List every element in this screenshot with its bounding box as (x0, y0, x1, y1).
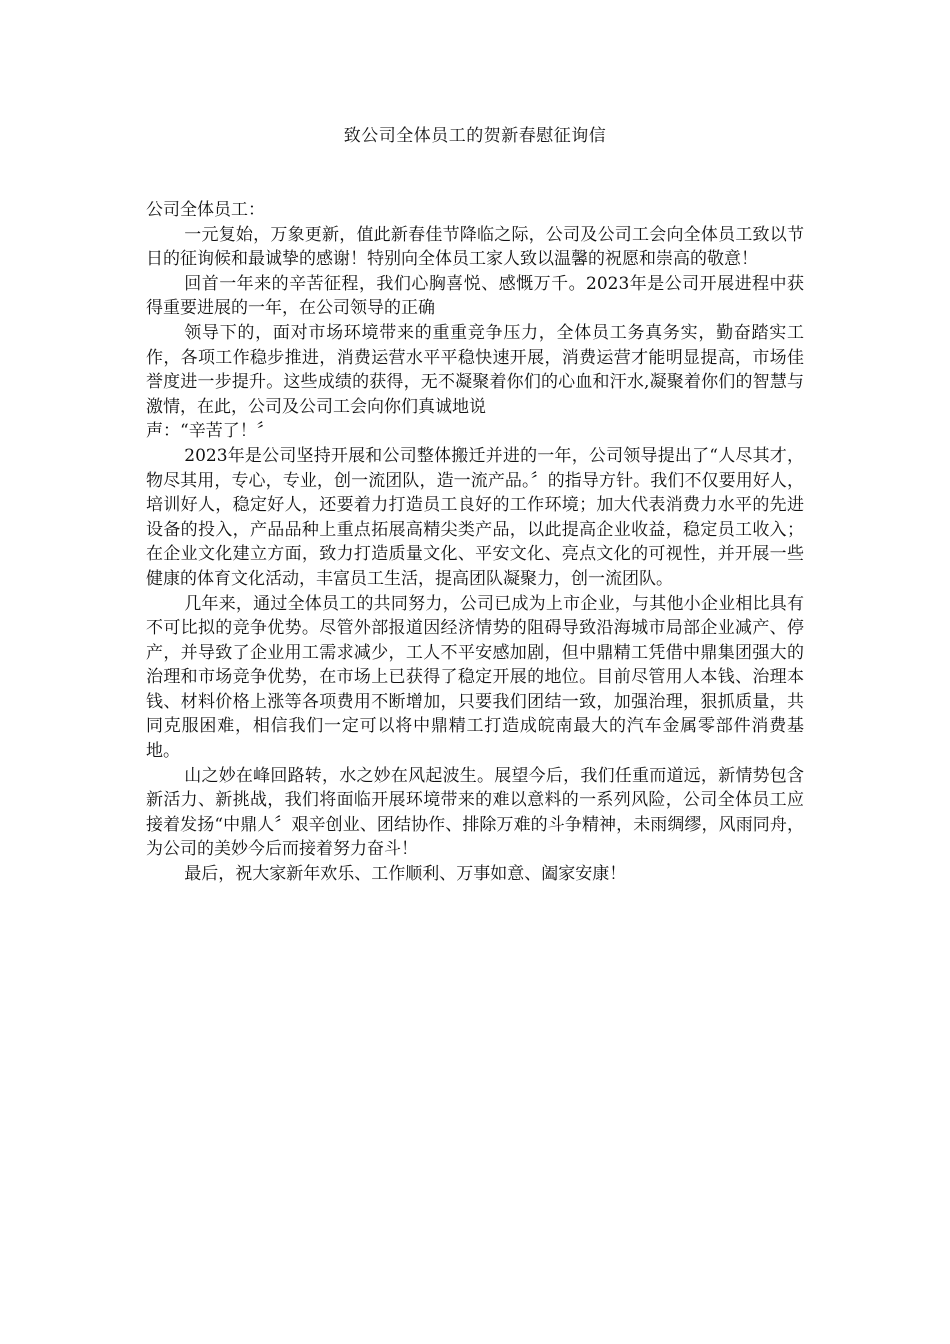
page-title: 致公司全体员工的贺新春慰征询信 (343, 126, 607, 146)
letter-body (146, 198, 804, 887)
paragraph-achievements: 领导下的，面对市场环境带来的重重竞争压力，全体员工务真务实，勤奋踏实工作，各项工作稳步推进，消费运营水平平稳快速开展，消费运营才能明显提高，市场佳誉度进一步提升。这些成绩的获得，无不凝聚着你们的心血和汗水,凝聚着你们的智慧与激情，在此，公司及公司工会向你们真诚地说 (146, 322, 804, 417)
paragraph-closing: 最后，祝大家新年欢乐、工作顺利、万事如意、阖家安康！ (184, 864, 627, 885)
paragraph-outlook: 山之妙在峰回路转，水之妙在风起波生。展望今后，我们任重而道远，新情势包含新活力、新挑战，我们将面临开展环境带来的难以意料的一系列风险，公司全体员工应接着发扬“中鼎人〞艰辛创业、团结协作、排除万难的斗争精神，未雨绸缪，风雨同舟，为公司的美妙今后而接着努力奋斗！ (146, 765, 804, 860)
paragraph-advantages: 几年来，通过全体员工的共同努力，公司已成为上市企业，与其他小企业相比具有不可比拟的竞争优势。尽管外部报道因经济情势的阻碍导致沿海城市局部企业减产、停产，并导致了企业用工需求减少，工人不平安感加剧，但中鼎精工凭借中鼎集团强大的治理和市场竞争优势，在市场上已获得了稳定开展的地位。目前尽管用人本钱、治理本钱、材料价格上涨等各项费用不断增加，只要我们团结一致，加强治理，狠抓质量，共同克服困难，相信我们一定可以将中鼎精工打造成皖南最大的汽车金属零部件消费基地。 (146, 593, 804, 762)
salutation: 公司全体员工： (146, 200, 265, 220)
paragraph-greeting: 一元复始，万象更新，值此新春佳节降临之际，公司及公司工会向全体员工致以节日的征询候和最诚挚的感谢！特别向全体员工家人致以温馨的祝愿和崇高的敬意！ (146, 224, 804, 270)
paragraph-guideline: 2023年是公司坚持开展和公司整体搬迁并进的一年，公司领导提出了“人尽其才，物尽其用，专心，专业，创一流团队，造一流产品。〞的指导方针。我们不仅要用好人，培训好人，稳定好人，还要着力打造员工良好的工作环境；加大代表消费力水平的先进设备的投入，产品品种上重点拓展高精尖类产品，以此提高企业收益，稳定员工收入；在企业文化建立方面，致力打造质量文化、平安文化、亮点文化的可视性，并开展一些健康的体育文化活动，丰富员工生活，提高团队凝聚力，创一流团队。 (146, 445, 804, 589)
paragraph-review: 回首一年来的辛苦征程，我们心胸喜悦、感慨万千。2023年是公司开展进程中获得重要进展的一年，在公司领导的正确 (146, 273, 804, 319)
paragraph-thanks-line: 声：“辛苦了！〞 (146, 421, 274, 442)
